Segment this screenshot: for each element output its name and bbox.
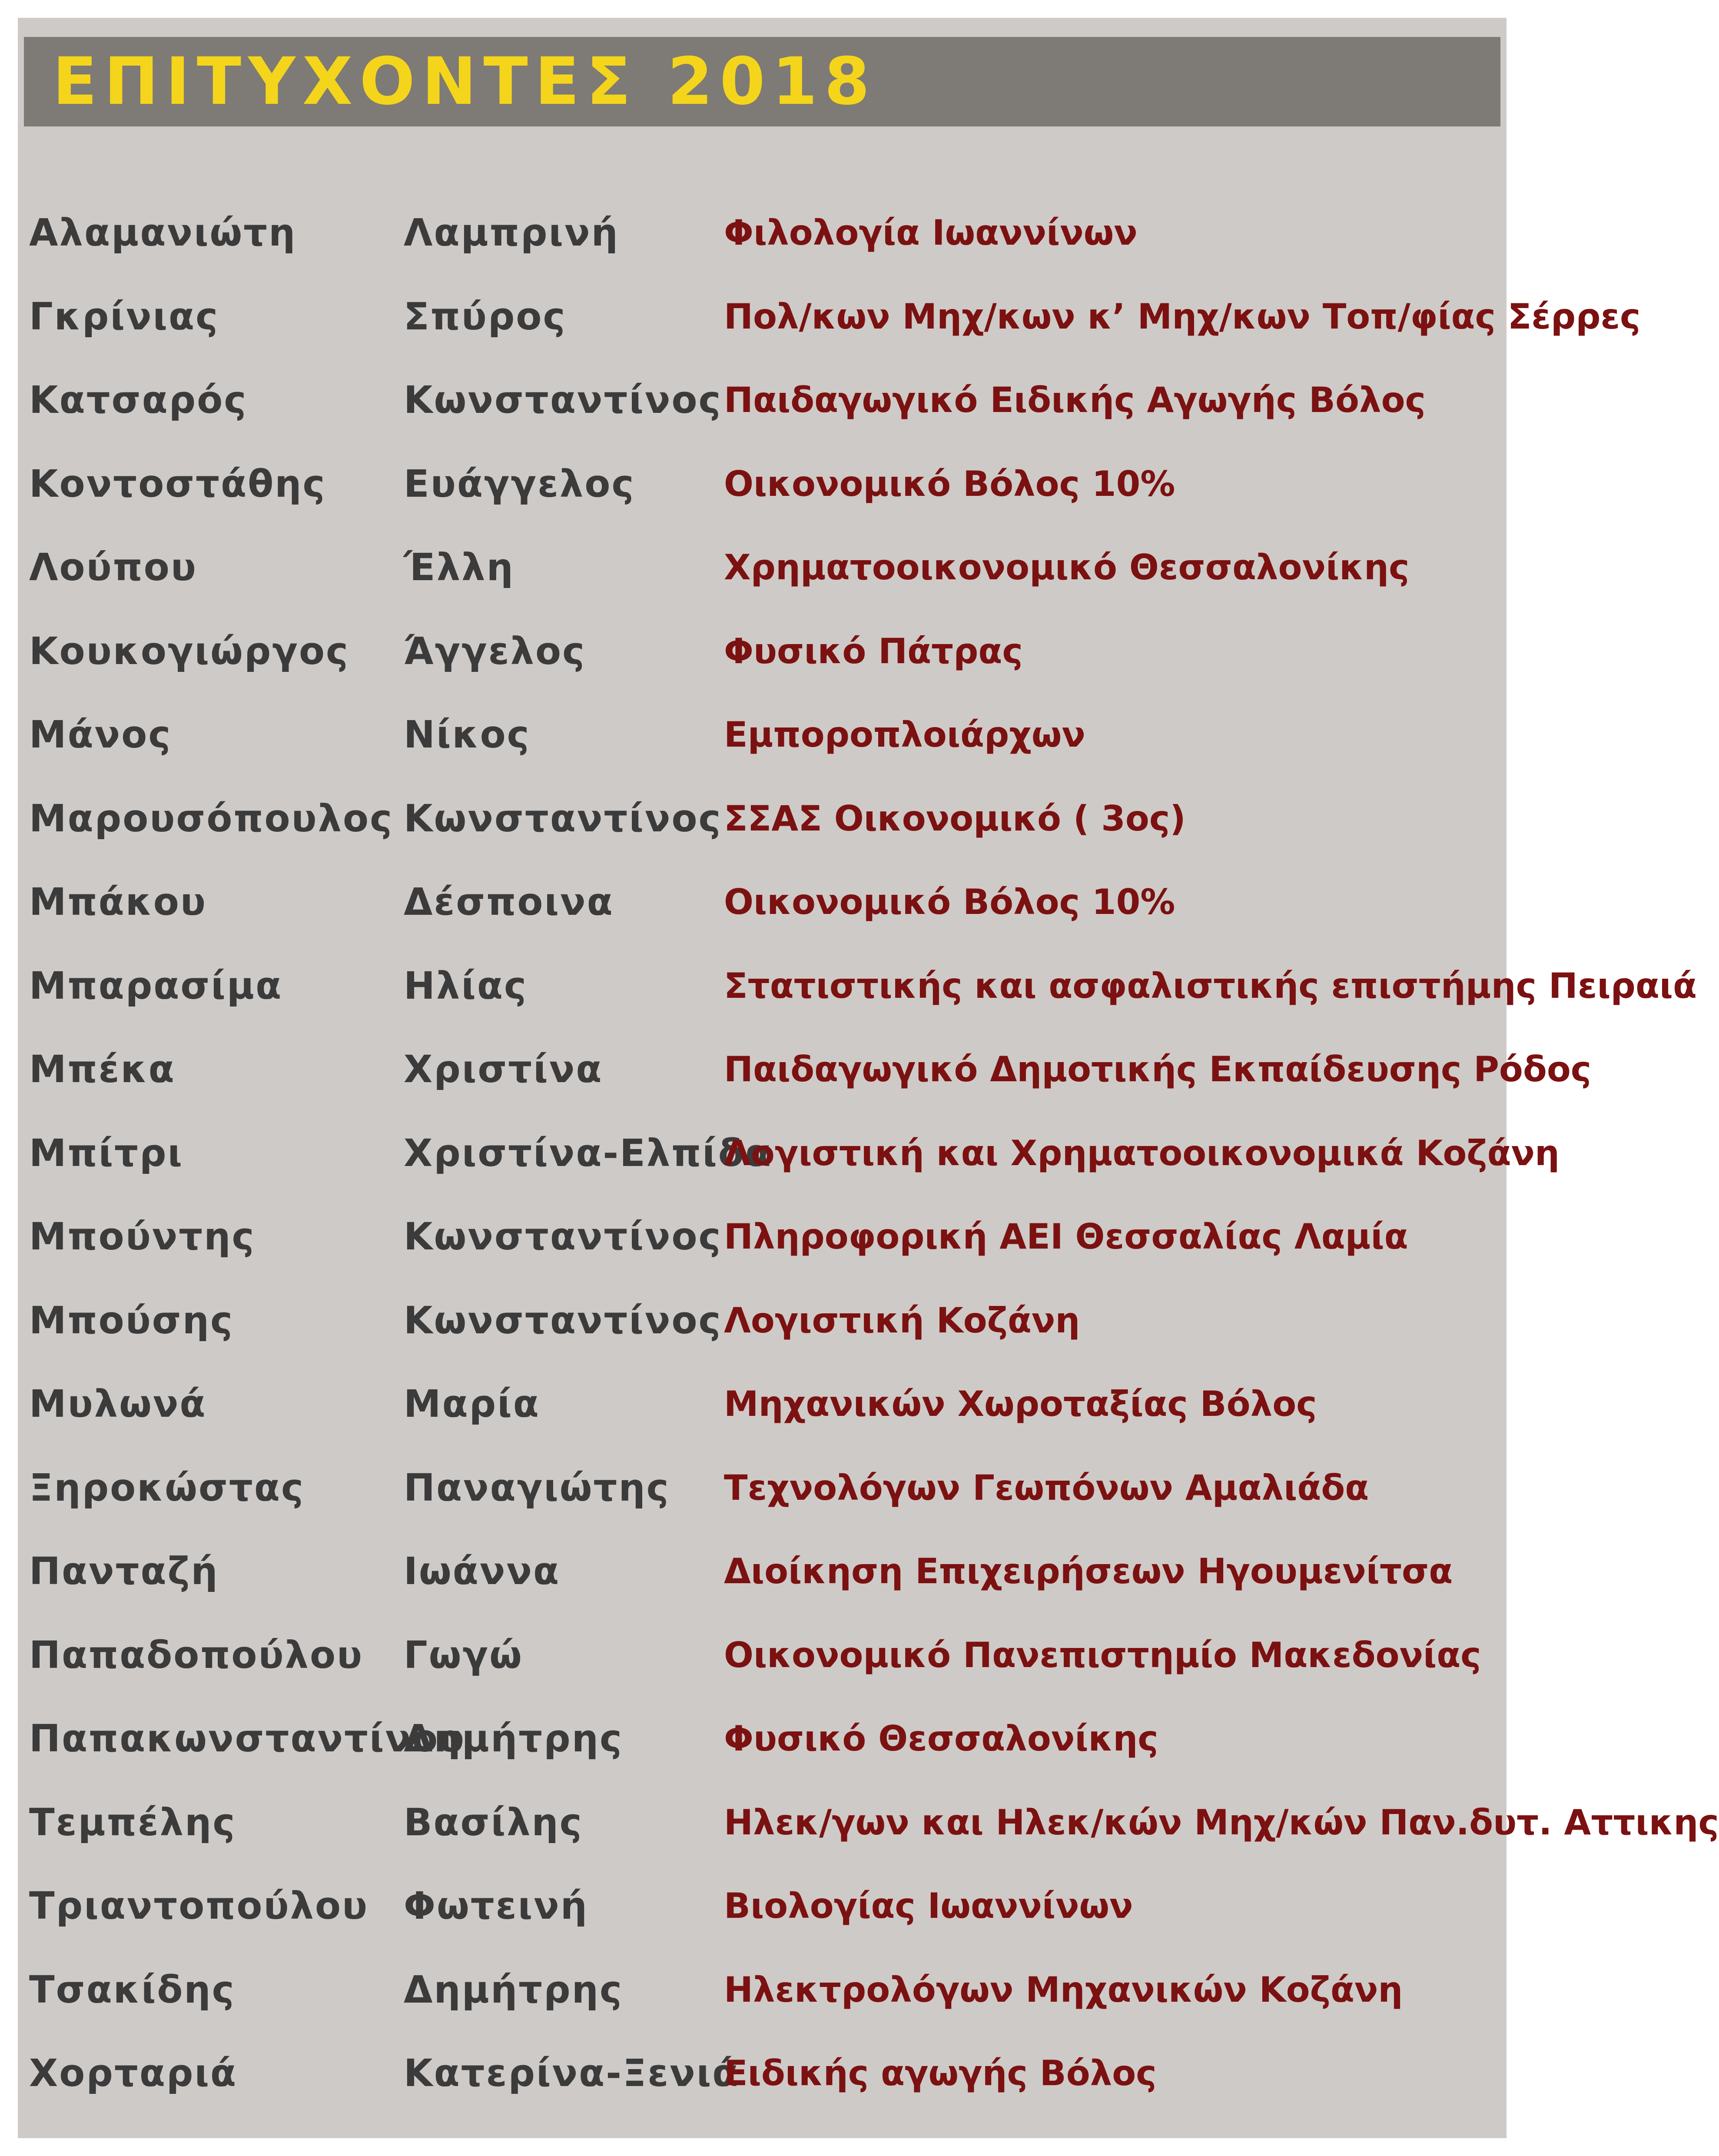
student-surname: Παπακωνσταντίνου <box>29 1717 466 1761</box>
student-first-name: Παναγιώτης <box>404 1466 670 1510</box>
student-first-name: Κωνσταντίνος <box>404 1215 722 1259</box>
student-surname: Κουκογιώργος <box>29 629 350 673</box>
student-surname: Μπίτρι <box>29 1131 184 1175</box>
student-first-name: Βασίλης <box>404 1801 583 1844</box>
student-first-name: Ευάγγελος <box>404 462 635 506</box>
student-row <box>18 786 1507 870</box>
student-row <box>18 1957 1507 2041</box>
admitted-school: Χρηματοοικονομικό Θεσσαλονίκης <box>724 547 1410 588</box>
admitted-school: Οικονομικό Πανεπιστημίο Μακεδονίας <box>724 1634 1481 1675</box>
admitted-school: Βιολογίας Ιωαννίνων <box>724 1886 1133 1926</box>
student-first-name: Χριστίνα <box>404 1048 603 1091</box>
student-row <box>18 1539 1507 1623</box>
admitted-school: Οικονομικό Βόλος 10% <box>724 882 1175 922</box>
student-row <box>18 452 1507 535</box>
student-first-name: Κωνσταντίνος <box>404 1299 722 1342</box>
admitted-school: Τεχνολόγων Γεωπόνων Αμαλιάδα <box>724 1467 1369 1508</box>
student-first-name: Νίκος <box>404 713 531 757</box>
student-first-name: Ηλίας <box>404 964 528 1008</box>
admitted-school: Φιλολογία Ιωαννίνων <box>724 213 1138 253</box>
student-row <box>18 1288 1507 1372</box>
student-first-name: Σπύρος <box>404 295 567 339</box>
student-row <box>18 1204 1507 1288</box>
student-first-name: Δημήτρης <box>404 1717 623 1761</box>
admitted-school: Πολ/κων Μηχ/κων κ’ Μηχ/κων Τοπ/φίας Σέρρες <box>724 296 1641 337</box>
student-surname: Τσακίδης <box>29 1968 236 2012</box>
student-first-name: Κωνσταντίνος <box>404 379 722 422</box>
student-first-name: Χριστίνα-Ελπίδα <box>404 1131 772 1175</box>
student-surname: Μαρουσόπουλος <box>29 797 394 840</box>
student-surname: Λούπου <box>29 546 197 589</box>
document-panel <box>18 18 1719 2138</box>
student-row <box>18 1706 1507 1790</box>
student-surname: Μπέκα <box>29 1048 176 1091</box>
student-first-name: Δημήτρης <box>404 1968 623 2012</box>
student-first-name: Λαμπρινή <box>404 211 619 255</box>
student-row <box>18 1455 1507 1539</box>
student-first-name: Κατερίνα-Ξενιά <box>404 2052 740 2095</box>
student-surname: Μπούσης <box>29 1299 234 1342</box>
student-first-name: Άγγελος <box>404 629 586 673</box>
student-surname: Τριαντοπούλου <box>29 1884 369 1928</box>
admitted-school: Ηλεκ/γων και Ηλεκ/κών Μηχ/κών Παν.δυτ. Αττικης <box>724 1802 1719 1843</box>
admitted-school: Στατιστικής και ασφαλιστικής επιστήμης Πειραιά <box>724 965 1697 1006</box>
student-surname: Πανταζή <box>29 1550 219 1593</box>
student-row <box>18 1790 1719 1874</box>
student-row <box>18 1623 1507 1707</box>
student-surname: Τεμπέλης <box>29 1801 236 1844</box>
admitted-school: Οικονομικό Βόλος 10% <box>724 463 1175 504</box>
student-surname: Μυλωνά <box>29 1382 207 1426</box>
student-row <box>18 1037 1592 1121</box>
student-surname: Χορταριά <box>29 2052 238 2095</box>
admitted-school: Διοίκηση Επιχειρήσεων Ηγουμενίτσα <box>724 1551 1453 1591</box>
student-list <box>18 200 1719 2125</box>
admitted-school: Ηλεκτρολόγων Μηχανικών Κοζάνη <box>724 1969 1403 2010</box>
student-surname: Κοντοστάθης <box>29 462 326 506</box>
student-first-name: Κωνσταντίνος <box>404 797 722 840</box>
admitted-school: Ειδικής αγωγής Βόλος <box>724 2053 1157 2093</box>
admitted-school: Πληροφορική ΑΕΙ Θεσσαλίας Λαμία <box>724 1216 1408 1257</box>
student-first-name: Γωγώ <box>404 1633 523 1677</box>
student-surname: Αλαμανιώτη <box>29 211 297 255</box>
student-row <box>18 702 1507 786</box>
page-title: ΕΠΙΤΥΧΟΝΤΕΣ 2018 <box>53 44 877 120</box>
student-surname: Μπαρασίμα <box>29 964 283 1008</box>
admitted-school: Φυσικό Θεσσαλονίκης <box>724 1718 1158 1759</box>
student-row <box>18 953 1697 1037</box>
admitted-school: Λογιστική Κοζάνη <box>724 1300 1080 1341</box>
student-row <box>18 1121 1560 1205</box>
admitted-school: Παιδαγωγικό Δημοτικής Εκπαίδευσης Ρόδος <box>724 1049 1592 1090</box>
student-row <box>18 1874 1507 1957</box>
admitted-school: Λογιστική και Χρηματοοικονομικά Κοζάνη <box>724 1133 1560 1173</box>
student-surname: Γκρίνιας <box>29 295 219 339</box>
admitted-school: Εμποροπλοιάρχων <box>724 714 1085 755</box>
admitted-school: Μηχανικών Χωροταξίας Βόλος <box>724 1384 1317 1424</box>
student-row <box>18 284 1641 368</box>
admitted-school: Φυσικό Πάτρας <box>724 631 1023 671</box>
title-banner <box>24 37 1500 126</box>
student-first-name: Έλλη <box>404 546 514 589</box>
student-surname: Μάνος <box>29 713 172 757</box>
student-row <box>18 200 1507 284</box>
student-first-name: Δέσποινα <box>404 880 614 924</box>
student-surname: Μπούντης <box>29 1215 256 1259</box>
student-row <box>18 368 1507 452</box>
student-surname: Παπαδοπούλου <box>29 1633 364 1677</box>
student-row <box>18 619 1507 703</box>
student-surname: Μπάκου <box>29 880 207 924</box>
student-surname: Κατσαρός <box>29 379 248 422</box>
student-row <box>18 870 1507 953</box>
student-surname: Ξηροκώστας <box>29 1466 305 1510</box>
student-first-name: Ιωάννα <box>404 1550 561 1593</box>
student-first-name: Μαρία <box>404 1382 540 1426</box>
student-row <box>18 535 1507 619</box>
admitted-school: ΣΣΑΣ Οικονομικό ( 3ος) <box>724 798 1186 839</box>
admitted-school: Παιδαγωγικό Ειδικής Αγωγής Βόλος <box>724 380 1426 420</box>
student-first-name: Φωτεινή <box>404 1884 588 1928</box>
student-row <box>18 2041 1507 2125</box>
student-row <box>18 1372 1507 1455</box>
